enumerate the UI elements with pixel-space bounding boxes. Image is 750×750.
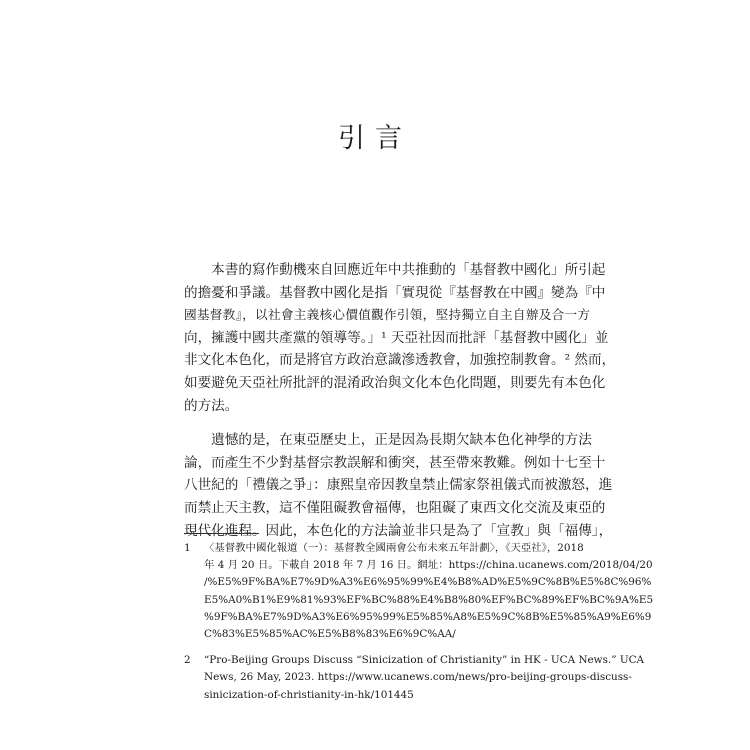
- footnote-1: [184, 540, 654, 643]
- footnote-line: E5%A0%B1%E9%81%93%EF%BC%88%E4%B8%80%EF%BC%89%EF%BC%9A%E5: [204, 593, 654, 606]
- paragraph-gap: [184, 417, 567, 429]
- paragraph: [184, 429, 613, 542]
- paragraph: [184, 259, 616, 417]
- text-line: 國基督教』，以社會主義核心價值觀作引領，堅持獨立自主自辦及合一方: [184, 307, 591, 323]
- chapter-title: 引言: [338, 123, 412, 154]
- footnote-line: 年 4 月 20 日。下載自 2018 年 7 月 16 日。網址：https://china.ucanews.com/2018/04/20: [204, 559, 653, 572]
- text-line: 非文化本色化，而是將官方政治意識滲透教會，加強控制教會。² 然而，: [184, 352, 616, 369]
- text-line: 八世紀的「禮儀之爭」：康熙皇帝因教皇禁止儒家祭祖儀式而被激怒，進: [184, 477, 613, 494]
- footnote-line: /%E5%9F%BA%E7%9D%A3%E6%95%99%E4%B8%AD%E5%9C%8B%E5%8C%96%: [204, 576, 652, 589]
- footnote-2: [184, 652, 645, 704]
- footnote-line: “Pro-Beijing Groups Discuss “Sinicization of Christianity” in HK - UCA News.” UCA: [204, 654, 645, 667]
- text-line: 的方法。: [184, 397, 239, 414]
- footnote-number: 2: [184, 654, 191, 667]
- text-line: 如要避免天亞社所批評的混淆政治與文化本色化問題，則要先有本色化: [184, 374, 606, 391]
- footnote-divider: [184, 533, 259, 534]
- footnote-line: %9F%BA%E7%9D%A3%E6%95%99%E5%85%A8%E5%9C%8B%E5%85%A9%E6%9: [204, 610, 652, 623]
- footnotes: [184, 540, 654, 704]
- text-line: 向，擁護中國共產黨的領導等。」¹ 天亞社因而批評「基督教中國化」並: [184, 329, 609, 346]
- text-line: 現代化進程。因此，本色化的方法論並非只是為了「宣教」與「福傳」，: [184, 522, 613, 539]
- text-line: 本書的寫作動機來自回應近年中共推動的「基督教中國化」所引起: [184, 262, 606, 278]
- footnote-line: sinicization-of-christianity-in-hk/101445: [204, 688, 414, 701]
- text-line: 遺憾的是，在東亞歷史上，正是因為長期欠缺本色化神學的方法: [184, 432, 592, 449]
- footnote-line: 〈基督教中國化報道（一）：基督教全國兩會公布未來五年計劃〉，《天亞社》，2018: [204, 542, 584, 554]
- footnote-number: 1: [184, 542, 191, 554]
- main-text: [184, 259, 616, 542]
- text-line: 而禁止天主教，這不僅阻礙教會福傳，也阻礙了東西文化交流及東亞的: [184, 499, 606, 516]
- text-line: 論，而產生不少對基督宗教誤解和衝突，甚至帶來教難。例如十七至十: [184, 454, 606, 471]
- footnote-line: News, 26 May, 2023. https://www.ucanews.com/news/pro-beijing-groups-discuss-: [204, 671, 632, 684]
- text-line: 的擔憂和爭議。基督教中國化是指「實現從『基督教在中國』變為『中: [184, 284, 606, 301]
- footnote-line: C%83%E5%85%AC%E5%B8%83%E6%9C%AA/: [204, 627, 456, 640]
